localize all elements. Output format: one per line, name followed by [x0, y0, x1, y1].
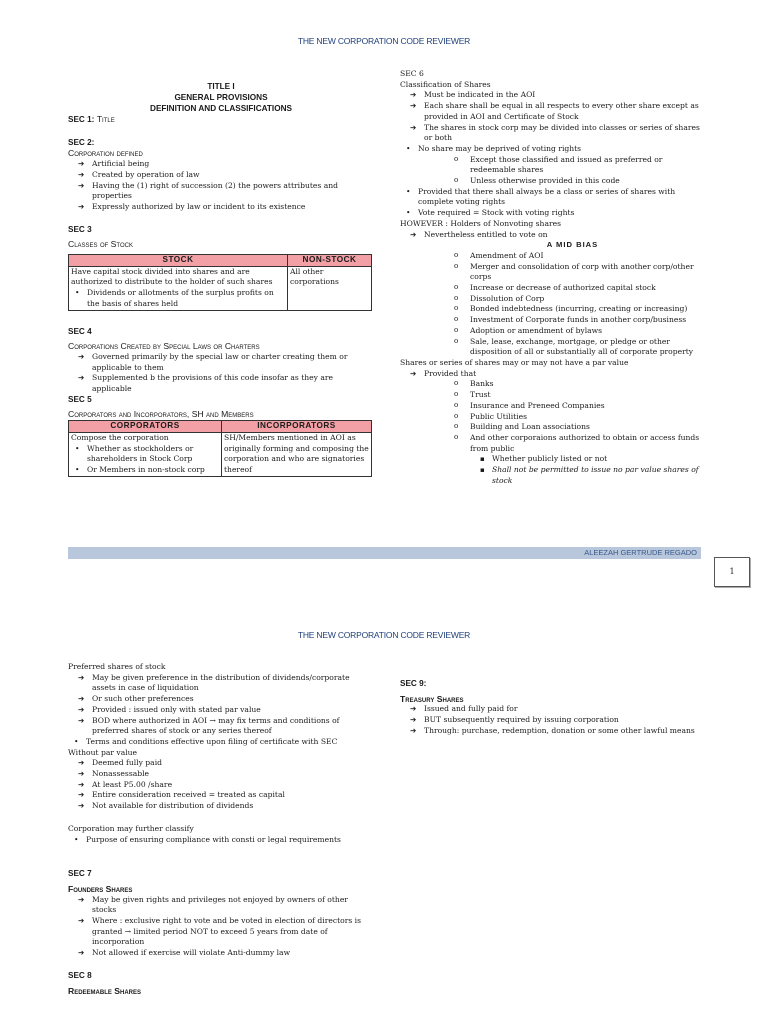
page-number: 1 — [714, 557, 750, 587]
list-item: o Public Utilities — [470, 412, 705, 423]
list-item: ➔ Supplemented b the provisions of this code insofar as they are applicable — [92, 373, 374, 394]
sec4-label: SEC 4 — [68, 326, 92, 336]
sec4-list — [68, 352, 374, 395]
sec2-heading: Corporation defined — [68, 148, 143, 159]
list-item: ➔ May be given preference in the distribution of dividends/corporate assets in case of liquidation — [92, 673, 374, 694]
title-number: TITLE I — [207, 82, 235, 91]
list-item: o Banks — [470, 379, 705, 390]
list-item: ➔ Not available for distribution of dividends — [92, 801, 374, 812]
list-item: ➔ Through: purchase, redemption, donation or some other lawful means — [424, 726, 705, 737]
list-item: o Investment of Corporate funds in another corp/business — [470, 315, 705, 326]
list-item: o Merger and consolidation of corp with another corp/other corps — [470, 262, 705, 283]
list-item: ➔ Nonassessable — [92, 769, 374, 780]
sec6-label: SEC 6 — [400, 69, 424, 78]
title-subname: DEFINITION AND CLASSIFICATIONS — [150, 104, 292, 113]
no-par-list — [68, 758, 374, 812]
sec4-heading: Corporations Created by Special Laws or Charters — [68, 341, 260, 352]
provided-bullets — [400, 187, 705, 219]
table-header: STOCK — [69, 255, 288, 267]
sec1-label: SEC 1: — [68, 115, 95, 124]
public-funds-sublist — [400, 454, 705, 486]
sec8-label: SEC 8 — [68, 970, 92, 980]
mnemonic-heading: A MID BIAS — [546, 240, 599, 250]
list-item: o Adoption or amendment of bylaws — [470, 326, 705, 337]
sec3-heading: Classes of Stock — [68, 239, 133, 250]
sec9-list — [400, 704, 705, 736]
page-header: THE NEW CORPORATION CODE REVIEWER — [297, 36, 471, 46]
list-item: ➔ Artificial being — [92, 159, 374, 170]
provided-that-list — [400, 369, 705, 380]
table-header: INCORPORATORS — [222, 421, 372, 433]
list-item: ➔ BOD where authorized in AOI → may fix terms and conditions of preferred shares of stock or any series thereof — [92, 716, 374, 737]
list-item: o Increase or decrease of authorized capital stock — [470, 283, 705, 294]
list-item: ➔ The shares in stock corp may be divided into classes or series of shares or both — [424, 123, 705, 144]
footer-bar — [68, 547, 701, 559]
list-item: ➔ BUT subsequently required by issuing corporation — [424, 715, 705, 726]
page2-right-column — [400, 679, 705, 737]
list-item: • Or Members in non-stock corp — [87, 465, 219, 476]
table-cell — [69, 432, 222, 476]
list-item: • Purpose of ensuring compliance with consti or legal requirements — [86, 835, 374, 846]
list-item: • Terms and conditions effective upon filing of certificate with SEC — [86, 737, 374, 748]
list-item: • Vote required = Stock with voting rights — [418, 208, 705, 219]
list-item: • Provided that there shall always be a class or series of shares with complete voting rights — [418, 187, 705, 208]
preferred-heading: Preferred shares of stock — [68, 662, 166, 671]
cell-text: Have capital stock divided into shares and are authorized to distribute to the holder of such shares — [71, 266, 273, 287]
table-cell: All other corporations — [288, 266, 372, 310]
sec2-list — [68, 159, 374, 213]
list-item: o Trust — [470, 390, 705, 401]
sec2-label: SEC 2: — [68, 137, 95, 147]
list-item: o Dissolution of Corp — [470, 294, 705, 305]
sec7-label: SEC 7 — [68, 869, 92, 879]
list-item: ▪ Shall not be permitted to issue no par value shares of stock — [492, 465, 705, 486]
further-classify-line: Corporation may further classify — [68, 823, 194, 833]
list-item: • Dividends or allotments of the surplus profits on the basis of shares held — [87, 288, 285, 309]
entities-list — [400, 379, 705, 454]
voting-sublist — [400, 155, 705, 187]
sec7-list — [68, 895, 374, 959]
list-item: ➔ Nevertheless entitled to vote on — [424, 230, 705, 241]
par-value-line: Shares or series of shares may or may not have a par value — [400, 357, 629, 367]
list-item: ▪ Whether publicly listed or not — [492, 454, 705, 465]
cell-text: Compose the corporation — [71, 432, 169, 442]
list-item: o Amendment of AOI — [470, 251, 705, 262]
sec9-heading: Treasury Shares — [400, 693, 464, 704]
list-item: ➔ Created by operation of law — [92, 170, 374, 181]
table-cell: SH/Members mentioned in AOI as originally forming and composing the corporation and who are signatories thereof — [222, 432, 372, 476]
list-item: ➔ Entire consideration received = treated as capital — [92, 790, 374, 801]
sec3-label: SEC 3 — [68, 224, 92, 234]
list-item: ➔ Must be indicated in the AOI — [424, 90, 705, 101]
sec6-arrow-list — [400, 90, 705, 144]
list-item: o Except those classified and issued as preferred or redeemable shares — [470, 155, 705, 176]
list-item: ➔ Provided that — [424, 369, 705, 380]
list-item: o Sale, lease, exchange, mortgage, or pledge or other disposition of all or substantially all of corporate property — [470, 337, 705, 358]
list-item: ➔ Issued and fully paid for — [424, 704, 705, 715]
sec7-heading: Founders Shares — [68, 883, 133, 894]
preferred-list — [68, 673, 374, 737]
table-header: NON-STOCK — [288, 255, 372, 267]
list-item: o Bonded indebtedness (incurring, creating or increasing) — [470, 304, 705, 315]
further-classify-bullet — [68, 835, 374, 846]
sec5-label: SEC 5 — [68, 394, 92, 404]
list-item: ➔ Or such other preferences — [92, 694, 374, 705]
preferred-bullet — [68, 737, 374, 748]
list-item: ➔ May be given rights and privileges not enjoyed by owners of other stocks — [92, 895, 374, 916]
page1-left-column — [68, 81, 374, 477]
list-item: ➔ At least P5.00 /share — [92, 780, 374, 791]
mnemonic-list — [400, 251, 705, 358]
sec8-heading: Redeemable Shares — [68, 985, 141, 996]
list-item: ➔ Deemed fully paid — [92, 758, 374, 769]
list-item: o Building and Loan associations — [470, 422, 705, 433]
author-name: ALEEZAH GERTRUDE REGADO — [584, 548, 697, 557]
list-item: ➔ Not allowed if exercise will violate Anti-dummy law — [92, 948, 374, 959]
table-cell — [69, 266, 288, 310]
list-item: ➔ Where : exclusive right to vote and be voted in election of directors is granted → limited period NOT to exceed 5 years from date of incorporation — [92, 916, 374, 948]
sec9-label: SEC 9: — [400, 679, 427, 688]
title-name: GENERAL PROVISIONS — [174, 93, 268, 102]
sec1-title: Title — [96, 114, 115, 124]
no-par-heading: Without par value — [68, 747, 138, 757]
page2-left-column — [68, 662, 374, 996]
list-item: o And other corporaions authorized to obtain or access funds from public — [470, 433, 705, 454]
list-item: o Unless otherwise provided in this code — [470, 176, 705, 187]
list-item: • No share may be deprived of voting rights — [418, 144, 705, 155]
voting-bullet — [400, 144, 705, 155]
however-line: HOWEVER : Holders of Nonvoting shares — [400, 218, 561, 228]
list-item: ➔ Having the (1) right of succession (2) the powers attributes and properties — [92, 181, 374, 202]
sec6-heading: Classification of Shares — [400, 79, 491, 89]
stock-classes-table — [68, 254, 372, 311]
list-item: ➔ Provided : issued only with stated par value — [92, 705, 374, 716]
nevertheless-list — [400, 230, 705, 241]
list-item: ➔ Governed primarily by the special law or charter creating them or applicable to them — [92, 352, 374, 373]
list-item: o Insurance and Preneed Companies — [470, 401, 705, 412]
list-item: ➔ Expressly authorized by law or incident to its existence — [92, 202, 374, 213]
page1-right-column — [400, 69, 705, 486]
page-header: THE NEW CORPORATION CODE REVIEWER — [297, 630, 471, 640]
corporators-table — [68, 420, 372, 477]
table-header: CORPORATORS — [69, 421, 222, 433]
list-item: • Whether as stockholders or shareholders in Stock Corp — [87, 444, 219, 465]
sec5-heading: Corporators and Incorporators, SH and Members — [68, 409, 254, 420]
list-item: ➔ Each share shall be equal in all respects to every other share except as provided in AOI and Certificate of Stock — [424, 101, 705, 122]
